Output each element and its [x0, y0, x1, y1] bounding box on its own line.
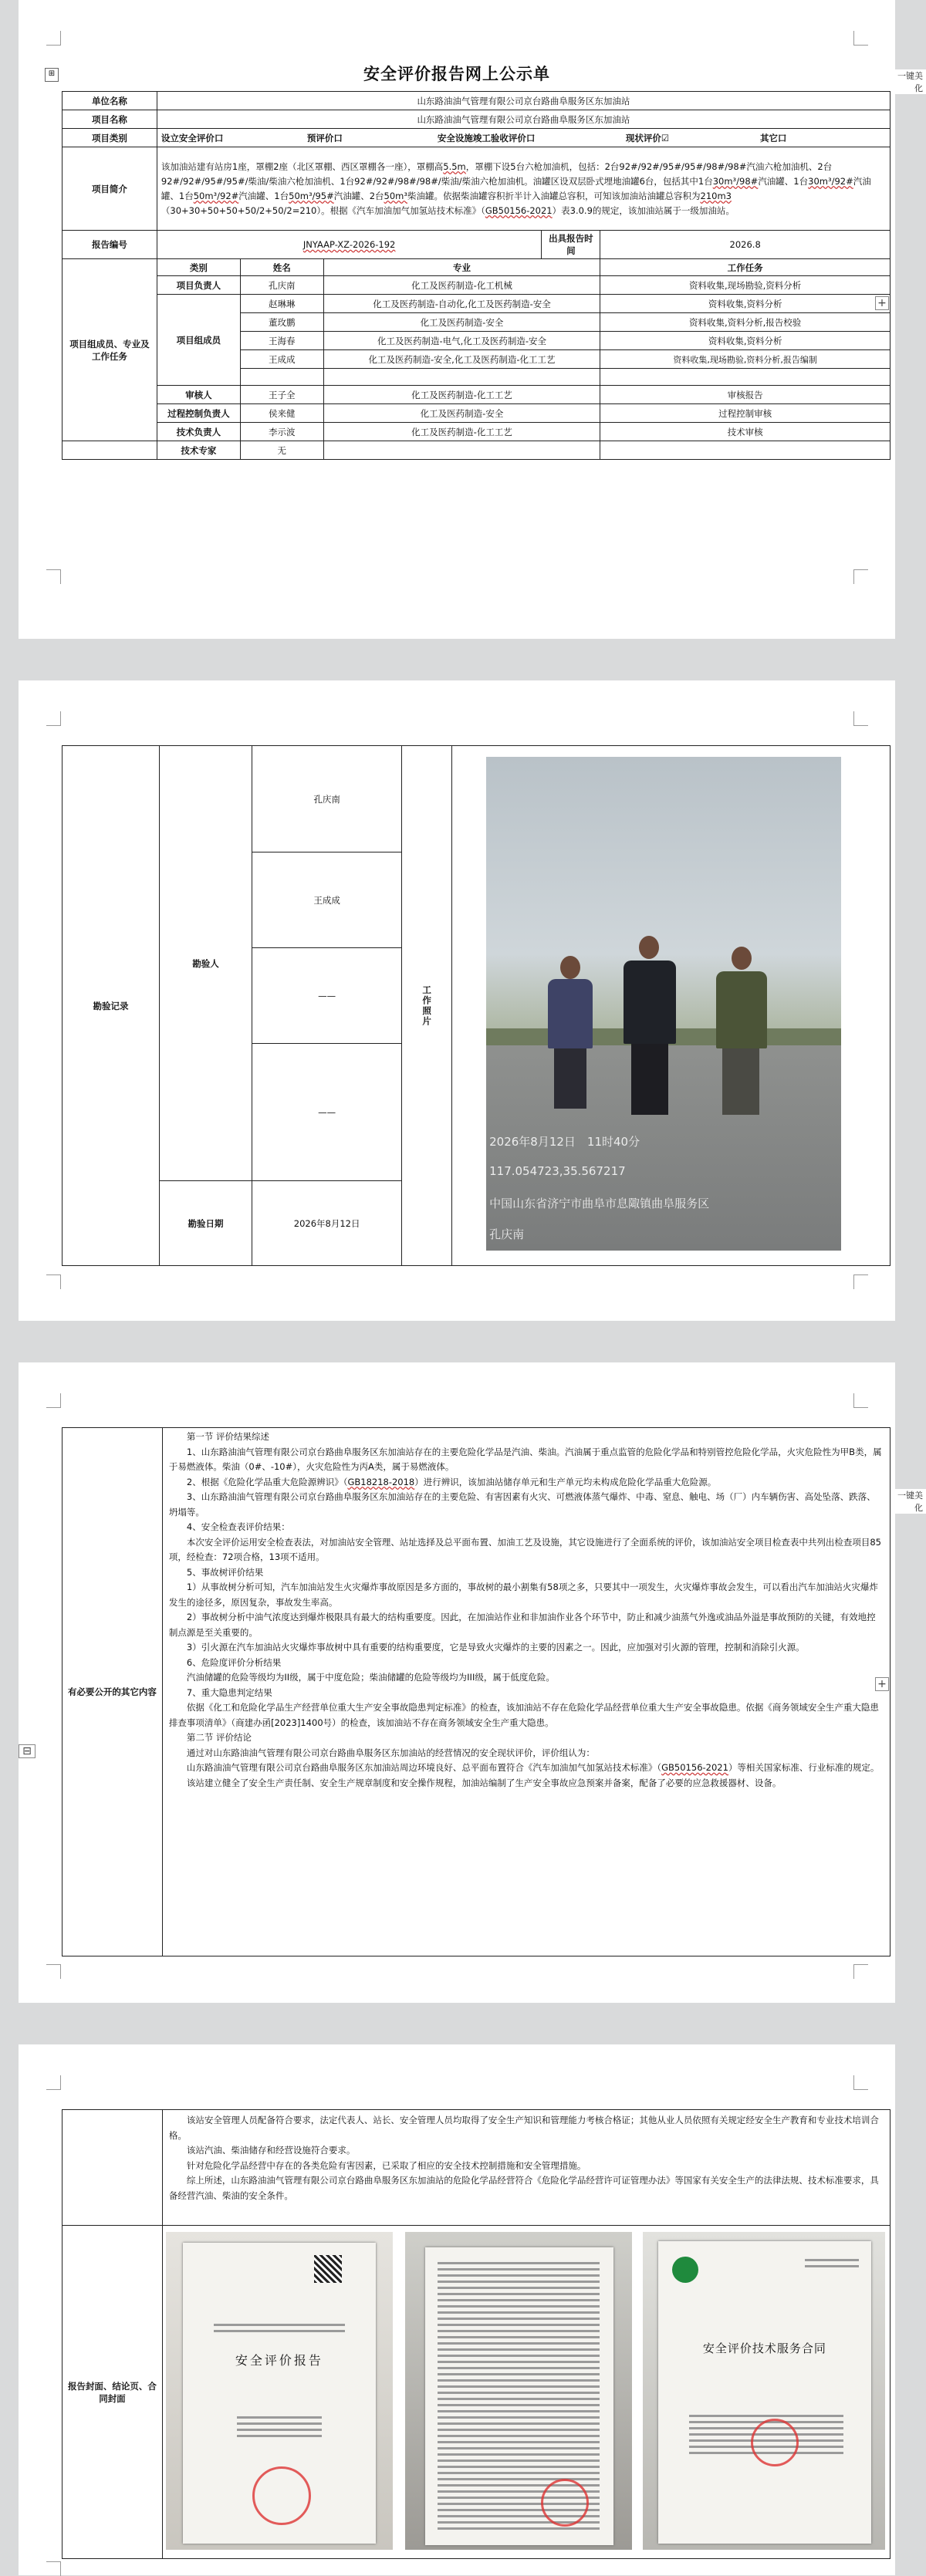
paragraph: 综上所述，山东路油油气管理有限公司京台路曲阜服务区东加油站的危险化学品经营符合《危险化学品经营许可证管理办法》等国家有关安全生产的法律法规、技术标准要求，具备经营汽油、柴油的安全条件。: [168, 2175, 879, 2201]
inspection-date-value[interactable]: 2026年8月12日: [252, 1181, 402, 1266]
other-content-table: [62, 1427, 891, 1956]
member-task[interactable]: 审核报告: [600, 386, 891, 404]
crop-mark: [46, 1274, 61, 1289]
document-page-2: [19, 680, 895, 1321]
member-name[interactable]: 孔庆南: [240, 276, 323, 295]
other-content-label: 有必要公开的其它内容: [63, 1428, 163, 1956]
member-name[interactable]: 李示波: [240, 423, 323, 441]
report-cover-photo[interactable]: [166, 2232, 393, 2550]
section-title: 第一节 评价结果综述: [186, 1431, 270, 1442]
section-title: 第二节 评价结论: [186, 1732, 252, 1743]
crop-mark: [853, 569, 868, 584]
member-major[interactable]: 化工及医药制造-电气,化工及医药制造-安全: [323, 332, 600, 350]
col-category: 类别: [157, 259, 240, 276]
col-name: 姓名: [240, 259, 323, 276]
conclusion-text[interactable]: [162, 2110, 890, 2226]
paragraph: 本次安全评价运用安全检查表法，对加油站安全管理、站址选择及总平面布置、加油工艺及设施，其它设施进行了全面系统的评价，该加油站安全项目检查表中共列出检查项目85项，经检查：72项合格，13项不适用。: [168, 1536, 881, 1562]
document-page-4: [19, 2044, 895, 2575]
photo-cell: [452, 746, 891, 1266]
category-option[interactable]: 预评价口: [306, 132, 343, 143]
crop-mark: [853, 31, 868, 46]
red-seal-stamp: [541, 2479, 589, 2527]
category-option[interactable]: 设立安全评价口: [161, 132, 224, 143]
cover-photos-cell: [162, 2226, 890, 2559]
info-table: [62, 91, 891, 460]
table-row: [63, 423, 891, 441]
members-label: 项目组成员、专业及工作任务: [63, 259, 157, 441]
empty-cell[interactable]: [323, 441, 600, 460]
category-label: 项目类别: [63, 129, 157, 147]
table-row: [63, 276, 891, 295]
date-label: 出具报告时间: [542, 231, 600, 259]
crop-mark: [46, 2561, 61, 2576]
crop-mark: [853, 1964, 868, 1979]
paragraph: 山东路油油气管理有限公司京台路曲阜服务区东加油站周边环境良好、总平面布置符合《汽车加油加气加氢站技术标准》（GB50156-2021）等相关国家标准、行业标准的规定。: [186, 1762, 880, 1773]
member-name[interactable]: 赵琳琳: [240, 295, 323, 313]
paragraph: 该站汽油、柴油储存和经营设施符合要求。: [186, 2145, 356, 2156]
report-no-label: 报告编号: [63, 231, 157, 259]
paragraph: 3）引火源在汽车加油站火灾爆炸事故树中具有重要的结构重要度，它是导致火灾爆炸的主要的因素之一。因此，应加强对引火源的管理，控制和消除引火源。: [186, 1642, 805, 1653]
member-major[interactable]: 化工及医药制造-化工工艺: [323, 386, 600, 404]
member-task[interactable]: 资料收集,现场勘验,资料分析: [600, 276, 891, 295]
contract-cover-photo[interactable]: [643, 2232, 885, 2550]
company-logo-icon: [672, 2257, 698, 2283]
person-head: [639, 936, 659, 959]
crop-mark: [46, 569, 61, 584]
paragraph: 该站安全管理人员配备符合要求，法定代表人、站长、安全管理人员均取得了安全生产知识和管理能力考核合格证；其他从业人员依照有关规定经安全生产教育和专业技术培训合格。: [168, 2115, 879, 2141]
project-value[interactable]: 山东路油油气管理有限公司京台路曲阜服务区东加油站: [157, 110, 890, 129]
beautify-button[interactable]: 一键美化: [892, 69, 926, 94]
member-name[interactable]: 无: [240, 441, 323, 460]
empty-cell[interactable]: [240, 369, 323, 386]
member-task[interactable]: 资料收集,现场勘验,资料分析,报告编制: [600, 350, 891, 369]
red-seal-stamp: [252, 2466, 311, 2525]
document-page-3: [19, 1362, 895, 2003]
process-label: 过程控制负责人: [157, 404, 240, 423]
report-cover-title: 安全评价报告: [235, 2353, 323, 2368]
paragraph: 依据《化工和危险化学品生产经营单位重大生产安全事故隐患判定标准》的检查，该加油站不存在危险化学品经营单位重大生产安全事故隐患。依据《商务领域安全生产重大隐患排查事项清单》（商建办函[2023]1400号）的检查，该加油站不存在商务领域安全生产重大隐患。: [168, 1702, 879, 1728]
person-head: [560, 956, 580, 979]
paragraph: 2）事故树分析中油气浓度达到爆炸极限具有最大的结构重要度。因此，在加油站作业和非加油作业各个环节中，防止和减少油蒸气外逸或油品外溢是事故预防的关键，有效地控制点源是至关重要的。: [168, 1612, 876, 1638]
person: [548, 979, 593, 1048]
paragraph: 1、山东路油油气管理有限公司京台路曲阜服务区东加油站存在的主要危险化学品是汽油、柴油。汽油属于重点监管的危险化学品和特别管控危险化学品，火灾危险性为甲B类，属于易燃液体。柴油（0#、-10#），火灾危险性为丙A类，属于易燃液体。: [168, 1446, 882, 1472]
paragraph: 通过对山东路油油气管理有限公司京台路曲阜服务区东加油站的经营情况的安全现状评价，评价组认为：: [186, 1747, 595, 1758]
crop-mark: [46, 2075, 61, 2090]
inspection-date-label: 勘验日期: [159, 1181, 252, 1266]
inspector-name[interactable]: ——: [252, 948, 402, 1044]
member-major[interactable]: 化工及医药制造-安全: [323, 313, 600, 332]
tech-label: 技术负责人: [157, 423, 240, 441]
paragraph: 6、危险度评价分析结果: [186, 1656, 282, 1668]
empty-cell[interactable]: [600, 441, 891, 460]
intro-label: 项目简介: [63, 147, 157, 231]
crop-mark: [853, 1274, 868, 1289]
paragraph: 该站建立健全了安全生产责任制、安全生产规章制度和安全操作规程，加油站编制了生产安全事故应急预案并备案，配备了必要的应急救援器材、设备。: [186, 1777, 782, 1788]
col-task: 工作任务: [600, 259, 891, 276]
inspector-name[interactable]: ——: [252, 1044, 402, 1181]
record-label: 勘验记录: [63, 746, 160, 1266]
date-value[interactable]: 2026.8: [600, 231, 891, 259]
person: [716, 971, 767, 1048]
member-task[interactable]: 资料收集,资料分析: [600, 295, 891, 313]
col-major: 专业: [323, 259, 600, 276]
paragraph: 3、山东路油油气管理有限公司京台路曲阜服务区东加油站存在的主要危险、有害因素有火灾、可燃液体蒸气爆炸、中毒、窒息、触电、场（厂）内车辆伤害、高处坠落、跌落、坍塌等。: [168, 1491, 876, 1518]
member-name[interactable]: 王成成: [240, 350, 323, 369]
person-head: [732, 947, 752, 970]
table-row: [63, 404, 891, 423]
member-major[interactable]: 化工及医药制造-安全: [323, 404, 600, 423]
crop-mark: [46, 1393, 61, 1408]
member-name[interactable]: 侯来健: [240, 404, 323, 423]
inspector-name[interactable]: 孔庆南: [252, 746, 402, 852]
page-title: 安全评价报告网上公示单: [363, 65, 550, 83]
contract-cover-title: 安全评价技术服务合同: [702, 2341, 826, 2355]
red-seal-stamp: [751, 2419, 799, 2466]
paragraph: 汽油储罐的危险等级均为II级，属于中度危险；柴油储罐的危险等级均为III级，属于低度危险。: [186, 1672, 555, 1683]
member-name[interactable]: 王子全: [240, 386, 323, 404]
paragraph: 2、根据《危险化学品重大危险源辨识》（GB18218-2018）进行辨识，该加油站储存单元和生产单元均未构成危险化学品重大危险源。: [186, 1476, 717, 1487]
photo-label: 工作照片: [402, 746, 452, 1266]
intro-text[interactable]: 该加油站建有站房1座，罩棚2座（北区罩棚、西区罩棚各一座），罩棚高5.5m，罩棚下设5台六枪加油机，包括：2台92#/92#/95#/95#/98#/98#汽油六枪加油机、2台92#/92#/95#/95#/柴油/柴油六枪加油机、1台92#/92#/98#/98#/柴油/柴油六枪加油机。油罐区设双层卧式埋地油罐6台，包括其中1台30m³/98#汽油罐、1台30m³/92#汽油罐、1台50m³/92#汽油罐、1台50m³/95#汽油罐、2台50m³柴油罐。依据柴油罐容积折半计入油罐总容积，可知该加油站油罐总容积为210m3（30+30+50+50+50/2+50/2=210）。根据《汽车加油加气加氢站技术标准》（GB50156-2021）表3.0.9的规定，该加油站属于一级加油站。: [157, 147, 890, 231]
table-move-handle-icon[interactable]: ⊞: [45, 68, 59, 82]
category-options[interactable]: [157, 129, 890, 147]
empty-cell[interactable]: [600, 369, 891, 386]
table-row: [63, 441, 891, 460]
member-major[interactable]: 化工及医药制造-安全,化工及医药制造-化工工艺: [323, 350, 600, 369]
crop-mark: [853, 711, 868, 726]
empty-cell[interactable]: [323, 369, 600, 386]
crop-mark: [46, 31, 61, 46]
report-no-value[interactable]: JNYAAP-XZ-2026-192: [157, 231, 542, 259]
add-row-icon[interactable]: +: [875, 1677, 889, 1691]
document-page-1: [19, 0, 895, 639]
paragraph: 1）从事故树分析可知，汽车加油站发生火灾爆炸事故原因是多方面的，事故树的最小割集有58项之多，只要其中一项发生，火灾爆炸事故会发生，可以看出汽车加油站火灾爆炸发生的途径多，原因复杂，事故发生率高。: [168, 1582, 878, 1608]
inspection-table: [62, 745, 891, 1266]
member-major[interactable]: 化工及医药制造-自动化,化工及医药制造-安全: [323, 295, 600, 313]
beautify-button-2[interactable]: 一键美化: [892, 1489, 926, 1514]
photo-coordinates: 117.054723,35.567217: [489, 1164, 626, 1178]
paragraph: 针对危险化学品经营中存在的各类危险有害因素，已采取了相应的安全技术控制措施和安全管理措施。: [186, 2159, 586, 2171]
photo-timestamp: 2026年8月12日 11时40分: [489, 1135, 640, 1149]
crop-mark: [46, 1964, 61, 1979]
table-row: [63, 386, 891, 404]
conclusion-page-photo[interactable]: [405, 2232, 632, 2550]
table-layout-icon[interactable]: ⊟: [19, 1744, 35, 1758]
member-major[interactable]: 化工及医药制造-化工机械: [323, 276, 600, 295]
member-name[interactable]: 王海春: [240, 332, 323, 350]
add-row-icon[interactable]: +: [875, 296, 889, 310]
team-label: 项目组成员: [157, 295, 240, 386]
member-task[interactable]: 技术审核: [600, 423, 891, 441]
crop-mark: [46, 711, 61, 726]
category-option[interactable]: 安全设施竣工验收评价口: [437, 132, 536, 143]
crop-mark: [853, 2075, 868, 2090]
expert-label: 技术专家: [157, 441, 240, 460]
inspector-name[interactable]: 王成成: [252, 852, 402, 948]
member-task[interactable]: 过程控制审核: [600, 404, 891, 423]
cover-table: [62, 2109, 891, 2559]
crop-mark: [853, 1393, 868, 1408]
category-option[interactable]: 其它口: [759, 132, 787, 143]
table-row: [63, 295, 891, 313]
unit-value[interactable]: 山东路油油气管理有限公司京台路曲阜服务区东加油站: [157, 92, 890, 110]
category-option-checked[interactable]: 现状评价☑: [625, 132, 670, 143]
work-photo[interactable]: [486, 757, 841, 1251]
unit-label: 单位名称: [63, 92, 157, 110]
photo-photographer: 孔庆南: [489, 1227, 525, 1241]
inspectors-label: 勘验人: [159, 746, 252, 1181]
paragraph: 4、安全检查表评价结果：: [186, 1521, 290, 1532]
member-name[interactable]: 董玫鹏: [240, 313, 323, 332]
project-label: 项目名称: [63, 110, 157, 129]
paragraph: 5、事故树评价结果: [186, 1566, 264, 1578]
other-content-text[interactable]: [162, 1428, 890, 1956]
photo-location: 中国山东省济宁市曲阜市息陬镇曲阜服务区: [489, 1197, 710, 1210]
qr-code-icon: [314, 2255, 342, 2283]
member-task[interactable]: 资料收集,资料分析: [600, 332, 891, 350]
member-task[interactable]: 资料收集,资料分析,报告校验: [600, 313, 891, 332]
leader-label: 项目负责人: [157, 276, 240, 295]
empty-cell: [63, 2110, 163, 2226]
paragraph: 7、重大隐患判定结果: [186, 1686, 272, 1698]
cover-label: 报告封面、结论页、合同封面: [63, 2226, 163, 2559]
reviewer-label: 审核人: [157, 386, 240, 404]
empty-cell: [63, 441, 157, 460]
person: [624, 961, 676, 1044]
member-major[interactable]: 化工及医药制造-化工工艺: [323, 423, 600, 441]
